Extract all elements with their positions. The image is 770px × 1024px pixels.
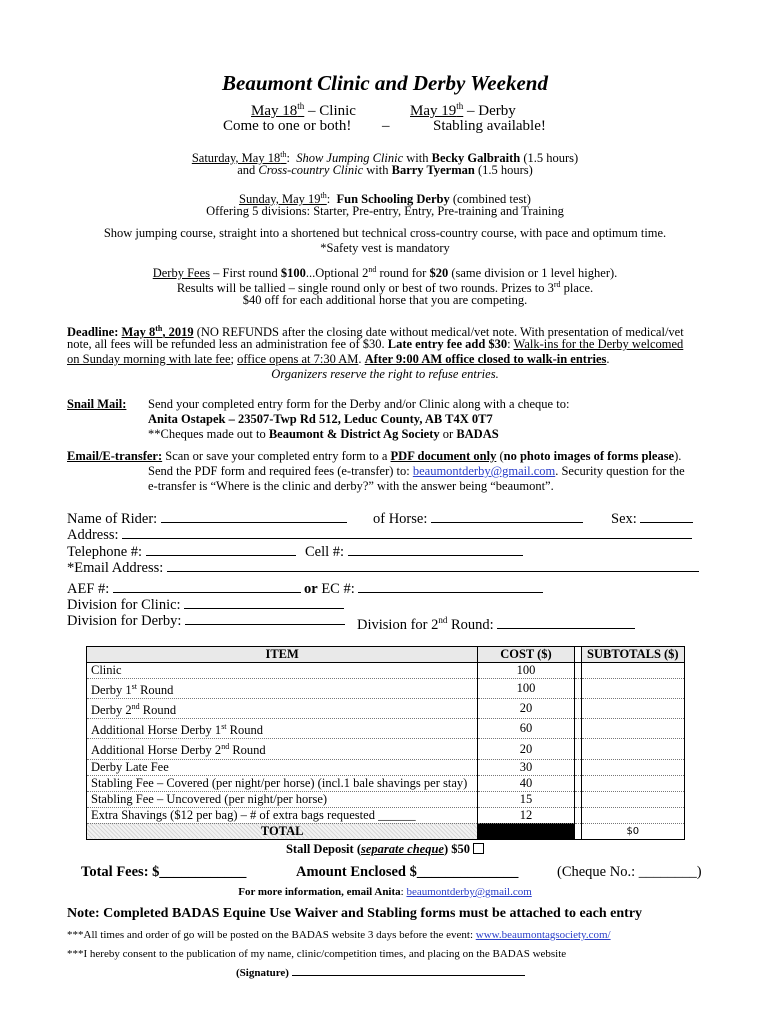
item-text-rest: Round [226,723,263,738]
address-row [67,526,692,543]
item-text: Stabling Fee – Covered (per night/per horse) (incl.1 bale shavings per stay) [91,775,468,790]
stall-b: ) $50 [443,842,471,856]
cheques-line [148,427,499,441]
deadline-line-3 [67,352,610,366]
no-photo: no photo images of forms please [503,449,675,463]
email-line-3: e-transfer is “Where is the clinic and derby?” with the answer being “beaumont”. [148,479,554,493]
cell-field[interactable] [348,543,523,556]
total-cost-cell [478,823,574,839]
div-clinic-row [67,596,344,613]
div-clinic-label: Division for Clinic: [67,597,181,613]
instructor-2: Barry Tyerman [391,163,475,177]
gap-cell [574,719,581,739]
horse-row [373,510,583,527]
address-field[interactable] [122,526,692,539]
email-line-2 [148,464,685,478]
with-text-1: with [403,151,432,166]
course-line: Show jumping course, straight into a shortened but technical cross-country course, with pace and optimum time. [103,226,667,240]
more-info-email-link[interactable]: beaumontderby@gmail.com [406,886,532,898]
email-field-label: *Email Address: [67,560,164,576]
telephone-field[interactable] [146,543,296,556]
deadline-sup: th [155,324,163,333]
rider-row [67,510,347,527]
office-hours: office opens at 7:30 AM [237,352,359,366]
deadline-line-2 [67,337,683,351]
gap-cell [574,759,581,775]
amount-enclosed: Amount Enclosed $______________ [296,864,519,880]
cost-cell: 100 [478,679,574,699]
item-text-rest: Round [229,743,266,758]
item-text: Additional Horse Derby 1 [91,723,222,738]
after-hours: After 9:00 AM office closed to walk-in entries [364,352,607,366]
item-text: Derby 1 [91,683,132,698]
item-text: Derby Late Fee [91,759,169,774]
item-cell [87,739,478,759]
stall-deposit [0,842,770,856]
subtotal-cell[interactable] [581,663,684,679]
table-row [87,791,685,807]
deadline-a: (NO REFUNDS after the closing date without medical/vet note. With presentation of medical/vet [193,325,684,340]
page-title [0,70,770,96]
deadline-d: ; [230,352,238,366]
gap-header [574,647,581,663]
page-title-text: Beaumont Clinic and Derby Weekend [222,71,548,95]
results-a: Results will be tallied – single round only or best of two rounds. Prizes to 3 [176,281,554,296]
fees-b: ...Optional 2 [305,266,369,281]
walk-in-1: Walk-ins for the Derby welcomed [513,337,684,351]
snail-mail-label: Snail Mail: [67,397,127,411]
snail-address: Anita Ostapek – 23507-Twp Rd 512, Leduc County, AB T4X 0T7 [148,412,493,426]
cheques-d: BADAS [456,427,499,441]
with-text-2: with [363,163,392,177]
instructor-1: Becky Galbraith [431,151,521,166]
table-row [87,739,685,759]
table-row [87,663,685,679]
more-info [0,886,770,899]
derby-date-sup: th [456,101,464,111]
cost-cell: 20 [478,699,574,719]
or-label: or [304,581,318,597]
walk-in-2: on Sunday morning with late fee [67,352,231,366]
more-info-colon: : [400,886,407,898]
fees-d: (same division or 1 level higher). [448,266,618,281]
signature-row [236,965,525,980]
fees-a: – First round [210,266,281,281]
derby-date [410,98,516,119]
sex-label: Sex: [611,511,637,527]
email-line2-a: Send the PDF form and required fees (e-transfer) to: [148,464,413,478]
saturday-colon: : [286,151,290,166]
sex-row [611,510,693,527]
item-cell [87,791,478,807]
results-b: place. [560,281,594,296]
email-a: Scan or save your completed entry form to a [162,449,391,463]
div-clinic-field[interactable] [184,596,344,609]
derby-event: Fun Schooling Derby [336,192,450,207]
item-cell [87,807,478,823]
derby-label: – Derby [463,103,516,119]
item-sup: st [221,722,227,732]
item-sup: nd [131,702,140,712]
deadline-year: , 2019 [162,325,194,340]
combined-test: (combined test) [449,192,531,207]
subtotal-cell[interactable] [581,679,684,699]
cell-row [305,543,523,560]
div-2nd-row [357,612,635,633]
cheques-c: or [439,427,457,441]
table-row [87,759,685,775]
sunday-date: Sunday, May 19 [239,192,321,207]
saturday-date: Saturday, May 18 [191,151,281,166]
table-row [87,719,685,739]
div-2nd-a: Division for 2 [357,616,439,633]
email-line-1 [67,449,681,463]
item-header: ITEM [87,647,478,663]
email-field[interactable] [167,559,699,572]
stall-a: Stall Deposit ( [285,842,361,856]
clinic-date-sup: th [297,101,305,111]
subtotal-cell[interactable] [581,759,684,775]
fees-c: round for [376,266,430,281]
ec-row [304,580,543,597]
stabling-text: Stabling available! [433,118,546,134]
total-row [87,823,685,839]
table-row [87,679,685,699]
div-derby-label: Division for Derby: [67,613,182,629]
gap-cell [574,807,581,823]
email-link[interactable]: beaumontderby@gmail.com [412,464,556,478]
safety-line: *Safety vest is mandatory [320,241,450,255]
derby-date-text: May 19 [410,103,457,119]
email-label: Email/E-transfer: [67,449,163,463]
aef-field[interactable] [113,580,301,593]
div-derby-row [67,612,345,629]
item-text: Derby 2 [91,703,132,718]
subtotal-header: SUBTOTALS ($) [581,647,684,663]
total-label: TOTAL [87,823,478,839]
pdf-only: PDF document only [390,449,497,463]
cheques-a: **Cheques made out to [148,427,269,441]
subtotal-cell[interactable] [581,719,684,739]
sunday-colon: : [326,192,331,207]
saturday-sup: th [280,150,287,159]
ec-field[interactable] [358,580,543,593]
item-text: Stabling Fee – Uncovered (per night/per horse) [91,791,328,806]
cost-cell: 12 [478,807,574,823]
hours-2: (1.5 hours) [474,163,533,177]
cost-cell: 20 [478,739,574,759]
more-info-label: For more information, email Anita [238,886,401,898]
cheques-b: Beaumont & District Ag Society [268,427,440,441]
derby-fees-label: Derby Fees [152,266,210,281]
reserve-line: Organizers reserve the right to refuse entries. [271,367,499,381]
email-c: ). [674,449,682,463]
item-cell [87,775,478,791]
gap-cell [574,739,581,759]
and-text: and [237,163,259,177]
div-derby-field[interactable] [185,612,345,625]
stall-checkbox[interactable] [473,843,484,854]
item-cell [87,719,478,739]
consent-line: ***I hereby consent to the publication of my name, clinic/competition times, and placing on the BADAS website [67,948,567,960]
cost-cell: 100 [478,663,574,679]
gap-cell [574,699,581,719]
subtotal-cell[interactable] [581,807,684,823]
divisions-line: Offering 5 divisions: Starter, Pre-entry, Entry, Pre-training and Training [206,204,564,218]
deadline-e: . [358,352,365,366]
table-header-row [87,647,685,663]
aef-label: AEF #: [67,581,110,597]
late-fee: Late entry fee add $30 [387,337,508,351]
deadline-c: : [507,337,514,351]
cross-country-clinic: Cross-country Clinic [258,163,364,177]
signature-label: (Signature) [236,967,289,979]
item-text: Additional Horse Derby 2 [91,743,222,758]
subtotal-cell[interactable] [581,791,684,807]
rider-label: Name of Rider: [67,511,158,527]
snail-line-1: Send your completed entry form for the Derby and/or Clinic along with a cheque to: [148,397,570,411]
table-row [87,699,685,719]
item-cell [87,699,478,719]
show-jumping-clinic: Show Jumping Clinic [296,151,404,166]
aef-row [67,580,301,597]
telephone-label: Telephone #: [67,544,143,560]
horse-field[interactable] [431,510,583,523]
hours-1: (1.5 hours) [520,151,579,166]
email-b: ( [496,449,504,463]
cost-cell: 60 [478,719,574,739]
sunday-sup: th [320,191,327,200]
additional-horse-line: $40 off for each additional horse that you are competing. [242,293,528,307]
stall-sep: separate cheque [360,842,444,856]
table-row [87,775,685,791]
address-label: Address: [67,527,119,543]
subtotal-cell[interactable] [581,775,684,791]
cost-header: COST ($) [478,647,574,663]
signature-field[interactable] [292,965,525,976]
item-text-rest: Round [139,703,177,718]
times-line [67,929,611,942]
item-text: Extra Shavings ($12 per bag) – # of extra bags requested ______ [91,807,416,822]
gap-cell [574,663,581,679]
horse-label: of Horse: [373,511,428,527]
cell-label: Cell #: [305,544,345,560]
item-sup: st [131,682,137,691]
total-value[interactable]: $0 [581,823,684,839]
fees-table [86,646,685,840]
gap-cell [574,823,581,839]
fees-sup: nd [368,265,377,274]
cost-cell: 30 [478,759,574,775]
clinic-date-text: May 18 [251,103,298,119]
deadline-f: . [606,352,610,366]
item-cell [87,759,478,775]
total-fees: Total Fees: $____________ [81,864,247,880]
clinic-date [251,98,356,119]
header-dash: – [382,118,390,134]
table-row [87,807,685,823]
saturday-line-2 [0,163,770,177]
deadline-label: Deadline: [67,325,119,340]
telephone-row [67,543,296,560]
cheque-no: (Cheque No.: ________) [557,864,702,880]
item-text: Clinic [91,663,122,677]
come-text: Come to one or both! [223,118,352,134]
subtotal-cell[interactable] [581,699,684,719]
second-round-fee: $20 [429,266,449,281]
div-2nd-sup: nd [438,615,448,625]
first-round-fee: $100 [280,266,306,281]
ec-label: EC #: [317,581,355,597]
gap-cell [574,775,581,791]
div-2nd-field[interactable] [497,616,635,629]
deadline-b: note, all fees will be refunded less an administration fee of $30. [67,337,388,351]
gap-cell [574,791,581,807]
email-line2-b: . Security question for the [555,464,685,478]
item-cell [87,679,478,699]
website-link[interactable]: www.beaumontagsociety.com/ [475,929,611,941]
rider-field[interactable] [161,510,347,523]
results-sup: rd [553,280,561,289]
item-sup: nd [221,742,230,752]
gap-cell [574,679,581,699]
deadline-date: May 8 [121,325,156,340]
item-cell [87,663,478,679]
subtotal-cell[interactable] [581,739,684,759]
clinic-label: – Clinic [304,103,356,119]
div-2nd-b: Round: [447,616,494,633]
note-line: Note: Completed BADAS Equine Use Waiver and Stabling forms must be attached to each entry [67,906,643,921]
cost-cell: 15 [478,791,574,807]
email-row [67,559,699,576]
sex-field[interactable] [640,510,693,523]
cost-cell: 40 [478,775,574,791]
times-text: ***All times and order of go will be posted on the BADAS website 3 days before the event: [67,929,476,941]
item-text-rest: Round [136,683,174,698]
